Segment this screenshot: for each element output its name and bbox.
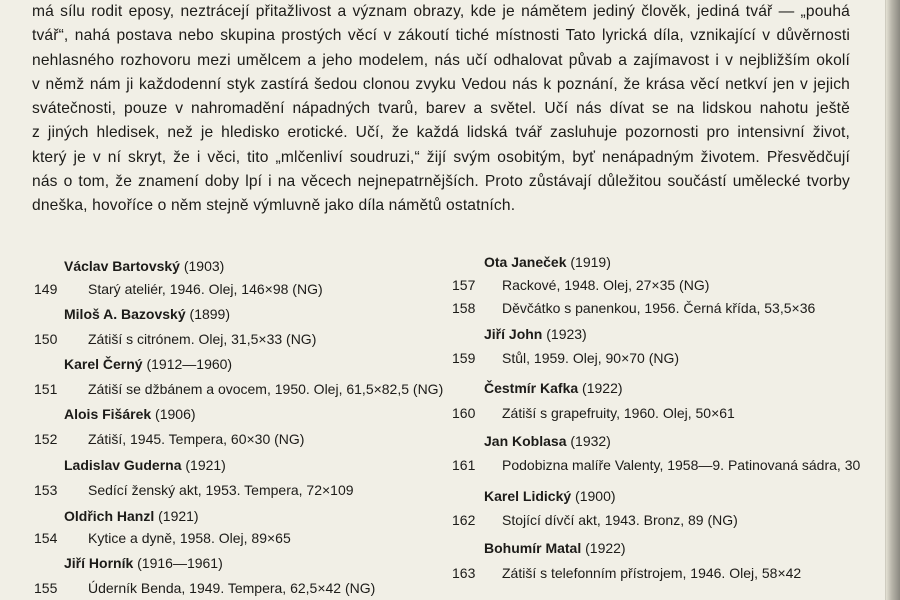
entry-number: 161 — [452, 457, 476, 473]
artist-heading — [484, 380, 623, 396]
artist-heading — [64, 356, 232, 372]
artist-heading — [484, 540, 626, 556]
entry-number: 152 — [34, 431, 58, 447]
artist-heading — [484, 488, 616, 504]
entry-number: 151 — [34, 381, 58, 397]
catalogue-entry — [34, 482, 354, 498]
intro-line: svátečnosti, pouze v nahromadění nápadných tvarů, barev a světel. Učí nás dívat se na lidskou nahotu ještě — [32, 100, 850, 118]
artist-name: Jiří Horník — [64, 555, 134, 571]
artist-years: (1899) — [189, 306, 230, 322]
intro-line: v němž nám ji každodenní styk zastírá šedou clonou zvyku Vedou nás k poznání, že krása věcí netkví jen v jejich — [32, 75, 850, 93]
entry-number: 162 — [452, 512, 476, 528]
intro-line: tvář“, nahá postava nebo skupina prostých věcí v zákoutí tiché místnosti Tato lyrická díla, vznikající v důvěrnosti — [32, 27, 850, 45]
artist-years: (1921) — [185, 457, 226, 473]
entry-number: 153 — [34, 482, 58, 498]
entry-description: Podobizna malíře Valenty, 1958—9. Patinovaná sádra, 30 — [502, 457, 861, 473]
artist-name: Oldřich Hanzl — [64, 508, 155, 524]
entry-number: 157 — [452, 277, 476, 293]
catalogue-entry — [452, 405, 735, 421]
artist-years: (1916—1961) — [137, 555, 223, 571]
artist-name: Karel Lidický — [484, 488, 572, 504]
entry-description: Stojící dívčí akt, 1943. Bronz, 89 (NG) — [502, 512, 738, 528]
entry-description: Kytice a dyně, 1958. Olej, 89×65 — [88, 530, 291, 546]
entry-description: Zátiší, 1945. Tempera, 60×30 (NG) — [88, 431, 305, 447]
page-edge — [886, 0, 900, 600]
entry-number: 163 — [452, 565, 476, 581]
artist-years: (1906) — [155, 406, 196, 422]
artist-heading — [64, 258, 224, 274]
entry-description: Starý ateliér, 1946. Olej, 146×98 (NG) — [88, 281, 323, 297]
artist-name: Miloš A. Bazovský — [64, 306, 186, 322]
artist-name: Bohumír Matal — [484, 540, 582, 556]
entry-number: 149 — [34, 281, 58, 297]
intro-paragraph — [32, 0, 850, 219]
artist-years: (1921) — [158, 508, 199, 524]
entry-number: 159 — [452, 350, 476, 366]
catalogue-entry — [452, 512, 738, 528]
entry-number: 154 — [34, 530, 58, 546]
artist-heading — [64, 406, 196, 422]
artist-years: (1919) — [570, 254, 611, 270]
entry-number: 155 — [34, 580, 58, 596]
catalogue-entry — [34, 281, 323, 297]
entry-number: 150 — [34, 331, 58, 347]
artist-heading — [484, 254, 611, 270]
artist-heading — [484, 433, 611, 449]
intro-line: z jiných hledisek, než je hledisko erotické. Učí, že každá lidská tvář zasluhuje pozornosti pro intensivní život, — [32, 124, 850, 142]
entry-description: Děvčátko s panenkou, 1956. Černá křída, 53,5×36 — [502, 300, 816, 316]
artist-name: Alois Fišárek — [64, 406, 152, 422]
entry-description: Úderník Benda, 1949. Tempera, 62,5×42 (NG) — [88, 580, 376, 596]
artist-years: (1912—1960) — [146, 356, 233, 372]
catalogue-entry — [34, 381, 443, 397]
artist-years: (1923) — [546, 326, 587, 342]
catalogue-entry — [34, 580, 375, 596]
artist-name: Karel Černý — [64, 356, 143, 372]
intro-line: nás o tom, že znamení doby lpí i na věcech nejnepatrnějších. Proto zůstávají důležitou součástí umělecké tvorby — [32, 173, 850, 191]
artist-name: Ota Janeček — [484, 254, 567, 270]
entry-description: Sedící ženský akt, 1953. Tempera, 72×109 — [88, 482, 354, 498]
catalogue-entry — [452, 277, 709, 293]
artist-years: (1922) — [585, 540, 626, 556]
catalogue-entry — [34, 431, 304, 447]
intro-line: má sílu rodit eposy, neztrácejí přitažlivost a význam obrazy, kde je námětem jediný člověk, jediná tvář — „pouhá — [32, 3, 850, 20]
catalogue-entry — [452, 565, 801, 581]
entry-description: Zátiší s grapefruity, 1960. Olej, 50×61 — [502, 405, 735, 421]
entry-number: 160 — [452, 405, 476, 421]
catalogue-entry — [34, 331, 316, 347]
artist-heading — [64, 457, 226, 473]
artist-name: Ladislav Guderna — [64, 457, 182, 473]
artist-heading — [484, 326, 587, 342]
catalogue-entry — [452, 457, 860, 473]
intro-line: dneška, hovoříce o něm stejně výmluvně jako díla námětů ostatních. — [32, 197, 516, 215]
catalogue-entry — [34, 530, 291, 546]
artist-heading — [64, 555, 223, 571]
entry-description: Zátiší se džbánem a ovocem, 1950. Olej, 61,5×82,5 (NG) — [88, 381, 444, 397]
artist-name: Čestmír Kafka — [484, 380, 579, 396]
intro-line: který je v ní skryt, že i věci, tito „mlčenliví soudruzi,“ žijí svým osobitým, byť nenápadným životem. Přesvědčují — [32, 148, 850, 166]
artist-heading — [64, 508, 199, 524]
entry-description: Rackové, 1948. Olej, 27×35 (NG) — [502, 277, 710, 293]
entry-description: Zátiší s telefonním přístrojem, 1946. Olej, 58×42 — [502, 565, 802, 581]
intro-line: nehlasného rozhovoru mezi umělcem a jeho modelem, nás učí odhalovat půvab a zajímavost i v nejbližším okolí — [32, 51, 850, 69]
entry-number: 158 — [452, 300, 476, 316]
entry-description: Zátiší s citrónem. Olej, 31,5×33 (NG) — [88, 331, 317, 347]
artist-years: (1903) — [183, 258, 225, 274]
artist-years: (1900) — [575, 488, 616, 504]
catalogue-entry — [452, 350, 679, 366]
entry-description: Stůl, 1959. Olej, 90×70 (NG) — [502, 350, 680, 366]
artist-name: Václav Bartovský — [64, 258, 180, 274]
catalogue-entry — [452, 300, 815, 316]
artist-years: (1932) — [570, 433, 611, 449]
artist-years: (1922) — [582, 380, 623, 396]
artist-heading — [64, 306, 230, 322]
artist-name: Jan Koblasa — [484, 433, 567, 449]
artist-name: Jiří John — [484, 326, 543, 342]
